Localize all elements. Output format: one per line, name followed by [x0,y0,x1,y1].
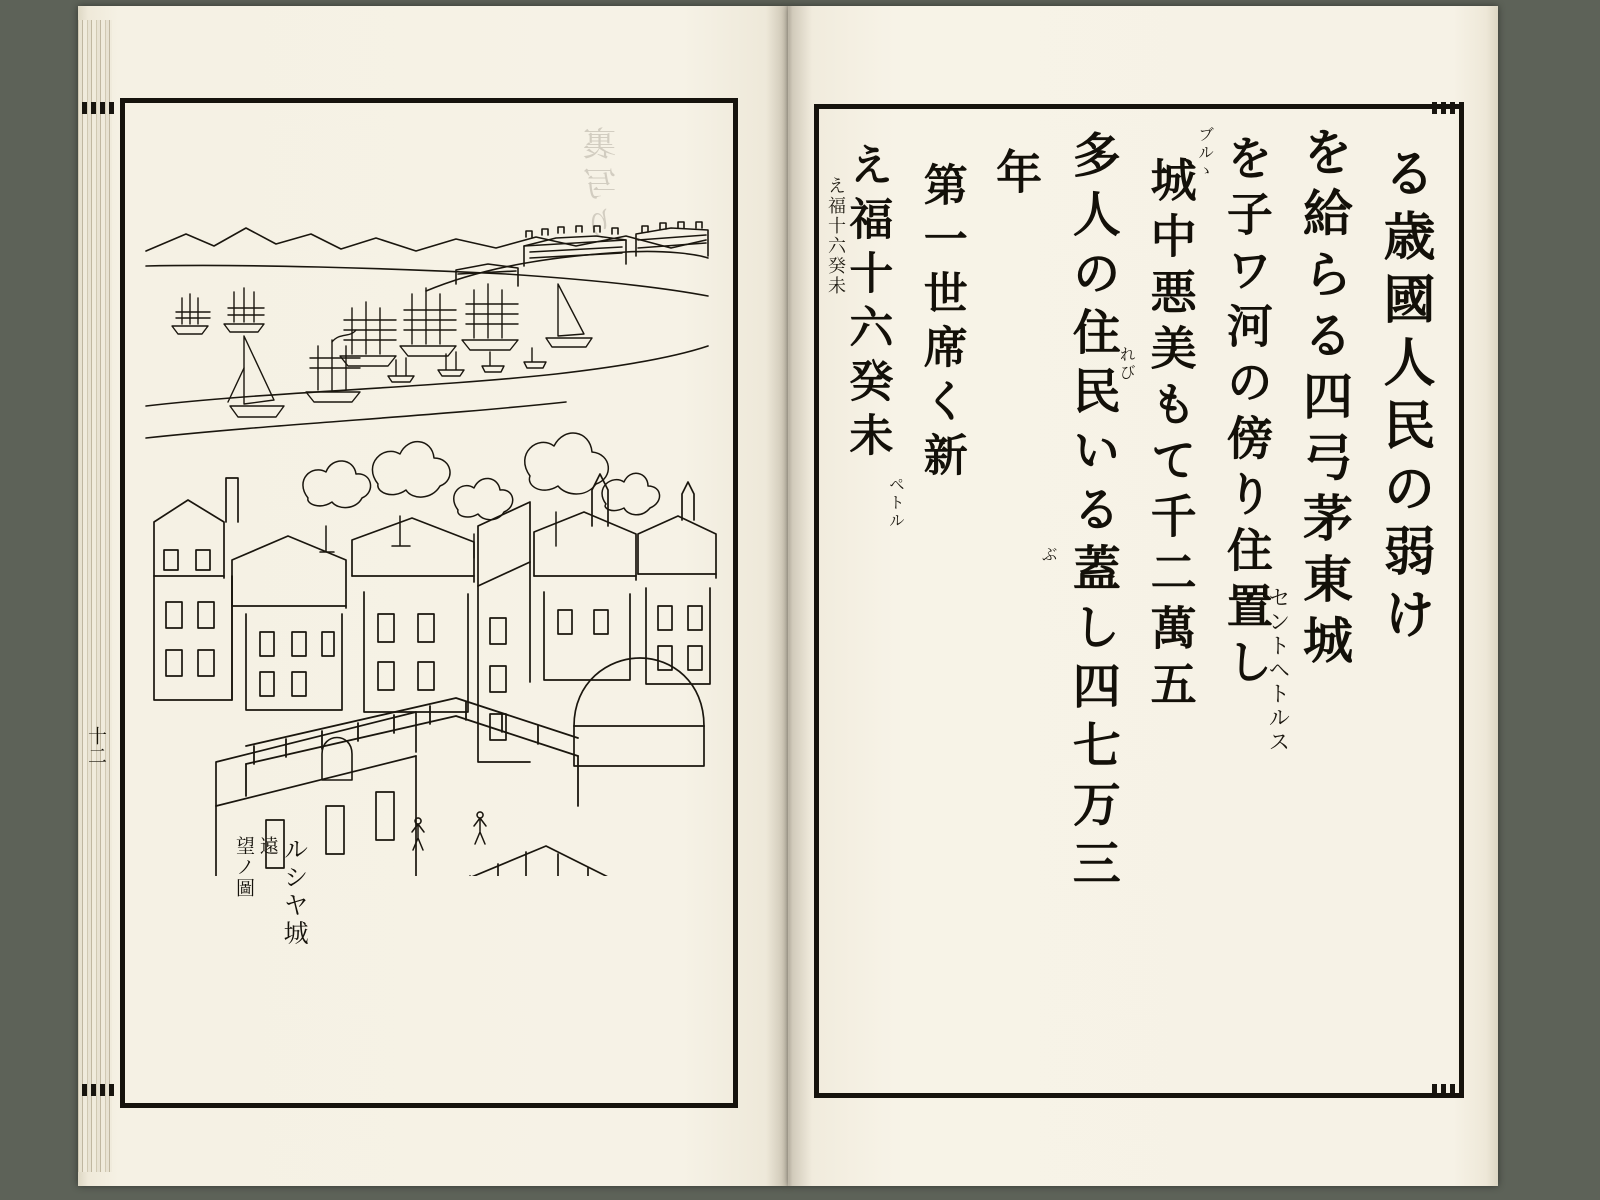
text-column-6 [973,116,1049,1076]
column-4-text: 城中悪美もて千二萬五 [1143,156,1198,716]
caption-column-2: 遠 [256,836,279,857]
caption-column-3: 望ノ圖 [232,836,255,899]
column-4-ruby: れび [1117,346,1137,382]
column-8-text: え福十六癸未 [841,142,893,466]
text-column-1 [1360,116,1442,1076]
page-edge-stack-left [78,20,112,1172]
page-number: 十二 [85,726,107,766]
column-3-ruby-2: ブルゝ [1195,126,1215,180]
column-2-text: を給らる四弓茅東城 [1294,126,1353,675]
binding-mark-top-left [82,102,116,114]
column-7-ruby: ペトル [886,476,906,530]
open-book [78,6,1498,1191]
caption-column-1: ルシヤ城 [280,836,310,948]
column-7-text: 第一世席く新 [915,162,967,486]
column-8-gloss: え福十六癸未 [825,176,846,296]
illustration-caption [232,836,310,1026]
text-column-4 [1117,116,1203,1076]
harbor-city-illustration [126,106,726,876]
right-page [788,6,1498,1186]
column-3-text: を子ワ河の傍り住置し [1219,134,1274,694]
column-5-ruby: ぶ [1039,546,1059,564]
column-3-ruby: セントヘトルス [1264,586,1290,754]
calligraphy-text-block [824,116,1442,1076]
left-page [78,6,788,1186]
show-through-ink: 裏写り [583,126,623,246]
binding-mark-bottom-left [82,1084,116,1096]
column-1-text: る歳國人民の弱け [1374,146,1434,650]
text-column-5 [1039,116,1127,1076]
text-column-2 [1264,116,1360,1076]
column-6-text: 年 [989,148,1044,205]
text-column-8 [824,116,898,1076]
column-5-text: 多人の住民いる蓋し四七万三 [1064,130,1121,897]
text-column-7 [886,116,972,1076]
